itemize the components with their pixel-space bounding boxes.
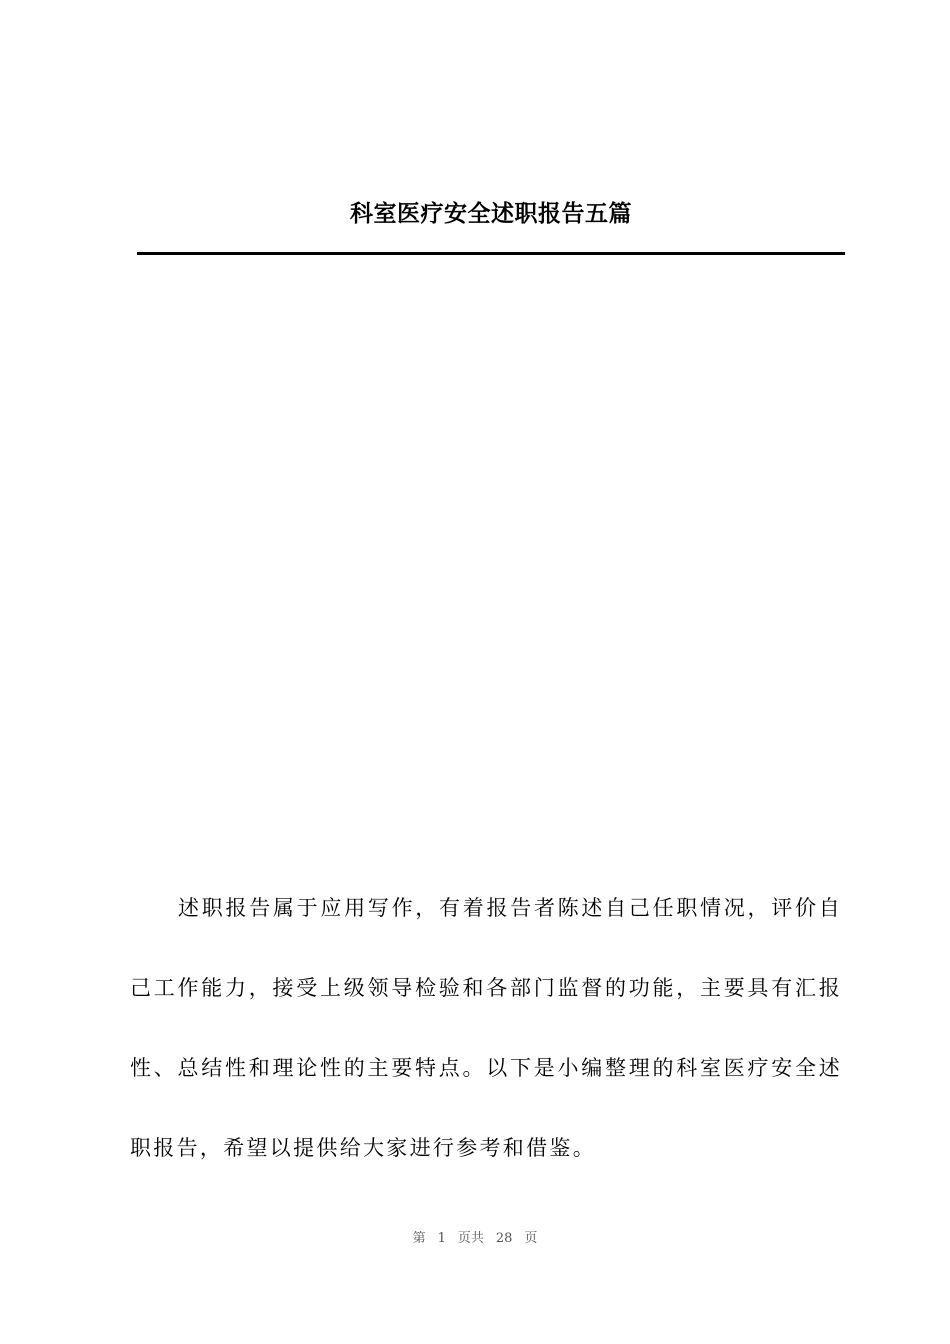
document-title: 科室医疗安全述职报告五篇: [350, 200, 632, 227]
footer-suffix: 页: [524, 1231, 538, 1246]
title-underline: [137, 252, 845, 255]
footer-middle: 页共: [457, 1231, 484, 1246]
footer-prefix: 第: [412, 1231, 426, 1246]
footer-page-number: 1: [437, 1231, 446, 1246]
footer-total-pages: 28: [495, 1231, 513, 1246]
page-footer: [0, 1229, 950, 1249]
intro-paragraph: 述职报告属于应用写作，有着报告者陈述自己任职情况，评价自己工作能力，接受上级领导检验和各部门监督的功能，主要具有汇报性、总结性和理论性的主要特点。以下是小编整理的科室医疗安全述职报告，希望以提供给大家进行参考和借鉴。: [130, 896, 842, 1160]
